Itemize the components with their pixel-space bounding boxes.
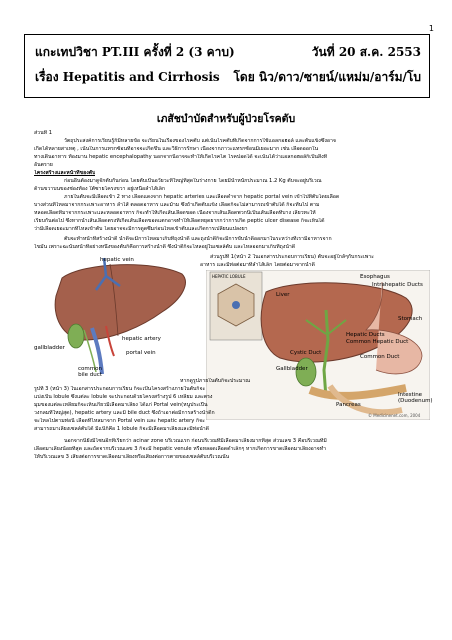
lobule-line: สามารถมาเลี้ยงเซลล์ตับได้ มีแนี้ก็คือ 1 lobule ก็จะมีเลือดมาเลี้ยงและมีท่อน้ำดี [34,426,210,432]
label-intestine: Intestine (Duodenum) [398,392,433,404]
label-esophagus: Esophagus [360,274,390,280]
label-common-hepatic-duct: Common Hepatic Duct [346,339,409,345]
figure-credit: © Medicinenet.com, 2004 [368,413,421,418]
label-liver: Liver [276,292,290,298]
header-date: วันที่ 20 ส.ค. 2553 [311,45,421,59]
structure-line: ก่อนอื่นต้องมาดูจักตับกันก่อน โดยตับเป็นอวัยวะที่ใหญ่ที่สุดในร่างกาย โดยมีน้ำหนักประมาณ 1.2 Kg ตับจะอยู่บริเวณ [64,178,322,184]
label-cystic-duct: Cystic Duct [290,350,322,356]
structure-line: ว่ามีเลือดเยอะมากที่ไหลเข้าตับ โดยอาจจะมีการดูดซึมก่อนไหลเข้าตับและเกิดการเปลี่ยนแปลงยา [34,226,248,232]
intro-line: เกิดได้หลายสาเหตุ , เน้นในการแทรกซ้อนที่อาจจะเกิดขึ้น และวิธีการรักษา เนื่องจากภาวะแทรกซ้อนมีเยอะมาก เช่น เลือดออกใน [34,146,319,152]
label-hepatic-vein: hepatic vein [100,257,134,263]
intro-line: ทางเดินอาหาร ท้องมาน hepatic encephalopathy นอกจากนี้อาจจะทำให้เกิดโรคไต โรคปอดได้ จะเน้นได้ว่าแอลกอฮอล์ก็เป็นสิ่งที่ [34,154,328,160]
label-portal-vein: portal vein [126,350,156,356]
header-box [24,34,430,98]
label-common-duct: Common Duct [360,354,400,360]
label-gallbladder-2: Gallbladder [276,366,308,372]
lobule-line: แบ่งเป็น lobule ซึ่งแต่ละ lobule จะประกอบด้วยโครงสร้างรูป 6 เหลี่ยม และตรง [34,394,213,400]
header-authors: โดย นิว/ดาว/ซายน์/แหม่ม/อาร์ม/โบ [233,70,421,84]
fig1-caption-line: ส่วนรูปที่ 1(หน้า 2 ในเอกสารประกอบการเรียน) ตับจะอยู่ใกล้ๆกับกระเพาะ [210,254,374,260]
fig1-caption-line: อาหาร และมีท่อต่อมาที่ลำไส้เล็ก โดยต่อมาจากน้ำดี [200,262,315,268]
structure-line: หลอดเลือดที่มาจากกระเพาะและหลอดอาหาร ก็จะทำให้เกิดเส้นเลือดขอด เนื่องจากเส้นเลือดพวกนี้เป็นเส้นเลือดที่บาง เลี้ยวทะให้ [34,210,316,216]
label-pancreas: Pancreas [336,402,361,408]
function-line: ตับจะทำหน้าที่สร้างน้ำดี น้ำดีจะมีการไหลมาเก็บที่ถุงน้ำดี และถุงน้ำดีก็จะมีการขับน้ำดีออกมาในระหว่างที่เรามีอาหารจาก [64,236,332,242]
function-line: ไขมัน เพราะฉะนั้นหน้าที่อย่างหนึ่งของตับก็คือการสร้างน้ำดี ซึ่งน้ำดีก็จะไหลอยู่ในเซลล์ตับ และไหลออกมาเก็บที่ถุงน้ำดี [34,244,296,250]
page-number: 1 [428,24,434,33]
label-gallbladder: gallbladder [34,345,65,351]
header-topic: เรื่อง Hepatitis and Cirrhosis [35,70,220,84]
header-course: แกะเทปวิชา PT.III ครั้งที่ 2 (3 คาบ) [35,45,235,59]
lobule-line: จะไหลไปตามท่อนี้ เลือดที่ไหลมาจาก Portal vein และ hepatic artery ก็จะ [34,418,205,424]
lobule-line: วงกลมที่ใหญ่สุด), hepatic artery และมี bile duct ซึ่งถ้าเอาต่อมีการสร้างน้ำดีก [34,410,215,416]
intro-line: อันตราย [34,162,53,168]
label-hepatic-lobule: HEPATIC LOBULE [212,274,246,279]
structure-line: บางส่วนที่ไหลมาจากกระเพาะอาหาร ลำไส้ ตลอดอาหาร และม้าม ซึ่งถ้าเกิดตับแข็ง เลือดก็จะไม่สามารถเข้าตับได้ ก็จะทันไป ตาม [34,202,320,208]
intro-line: วัตถุประสงค์การเรียนรู้ก็มีหลายข้อ จะเรียนในเรื่องของโรคตับ แต่เน้นโรคตับที่เกิดจากการใช้แอลกอฮอล์ และตับแข็งซึ่งอาจ [64,138,336,144]
lobule-line: หากดูรูปภายในตับก็จะประมาณ [180,378,251,384]
structure-heading: โครงสร้างและหน้าที่ของตับ [34,170,96,176]
label-intrahepatic-ducts: Intrahepatic Ducts [372,282,423,288]
acinar-line: เลือดมาเลี้ยงน้อยที่สุด และถัดจากบริเวณเลข 3 ก็จะมี hepatic venule หรือหลอดเลือดดำเล็กๆ หากเกิดการขาดเลือดมาเลี้ยงอาจทำ [34,446,327,452]
document-title: เภสัชบำบัดสำหรับผู้ป่วยโรคตับ [156,113,296,125]
acinar-line: นอกจากนี้ยังมีโซนอีกที่เรียกว่า acinar zone บริเวณแรก ก่อนบริเวณที่มีเลือดมาเลี้ยงมากที่สุด ส่วนเลข 3 คือบริเวณที่มี [64,438,327,444]
section-label: ส่วนที่ 1 [34,130,52,136]
structure-line: ภายในตับจะมีเลือดเข้า 2 ทาง เลือดแดงจาก hepatic arteries และเลือดดำจาก hepatic portal vein เข้าไปที่ตับโดยเลือด [64,194,340,200]
lobule-line: มุมของแต่ละเหลี่ยมก็จะเห็นเกี่ยวมีเลือดมาเลี้ยง ได้แก่ Portal vein(หนูประเปิน [34,402,208,408]
label-stomach: Stomach [398,316,423,322]
lobule-line: รูปที่ 3 (หน้า 3) ในเอกสารประกอบการเรียน ก็จะเป็นโครงสร้างภายในตับก็จะ [34,386,206,392]
label-hepatic-artery: hepatic artery [122,336,161,342]
liver-anatomy-figure [44,256,194,378]
structure-line: เรียบกันต่อไป ซึ่งหากนำเส้นเลือดตรงที่เกิดเส้นเลือดขอดแตกอาจทำให้เลือดหยุดยากกว่าการเกิด peptic ulcer disease ก็จะเห็นได้ [34,218,325,224]
acinar-line: ให้บริเวณเลข 3 เสี่ยงต่อการขาดเลือดมาเลี้ยงหรือเสี่ยงต่อการตายของเซลล์ตับบริเวณนั้น [34,454,230,460]
label-hepatic-ducts: Hepatic Ducts [346,332,385,338]
label-common-bile-duct: common bile duct [78,366,102,378]
structure-line: ด้านขวาบนของช่องท้อง ใต้ซายโครงขวา อยู่เหนือลำไส้เล็ก [34,186,166,192]
